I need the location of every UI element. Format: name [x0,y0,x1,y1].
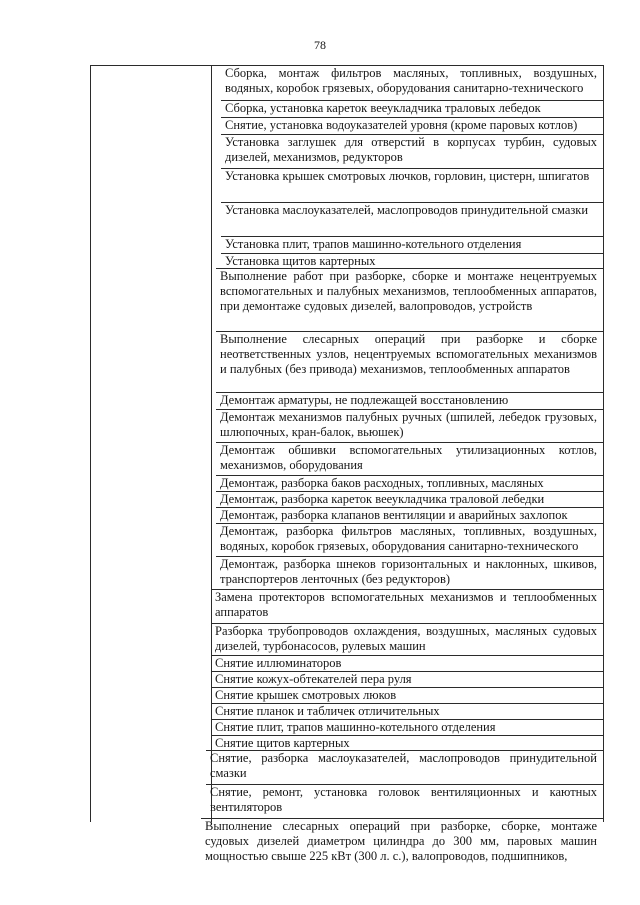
table-row: Снятие щитов картерных [211,735,604,750]
page-number: 78 [314,38,326,52]
table-row: Снятие, установка водоуказателей уровня (кроме паровых котлов) [221,117,604,134]
table-row: Снятие, разборка маслоуказателей, маслопроводов принудительной смазки [206,750,604,784]
table-row: Снятие крышек смотровых люков [211,687,604,703]
table-row: Выполнение слесарных операций при разборке и сборке неответственных узлов, нецентруемых вспомогательных механизмов и палубных (без привода) механизмов, теплообменных аппаратов [216,331,604,392]
table-row: Снятие иллюминаторов [211,655,604,671]
table-row: Демонтаж арматуры, не подлежащей восстановлению [216,392,604,409]
table-row: Установка щитов картерных [221,253,604,268]
table-row: Установка маслоуказателей, маслопроводов принудительной смазки [221,202,604,236]
left-column-cell [90,66,212,822]
table-row: Демонтаж, разборка баков расходных, топливных, масляных [216,475,604,491]
table-row: Замена протекторов вспомогательных механизмов и теплообменных аппаратов [211,589,604,623]
table-row: Снятие планок и табличек отличительных [211,703,604,719]
table-row: Демонтаж, разборка клапанов вентиляции и аварийных захлопок [216,507,604,523]
table-row: Демонтаж, разборка кареток вееукладчика траловой лебедки [216,491,604,507]
table-row: Демонтаж механизмов палубных ручных (шпилей, лебедок грузовых, шлюпочных, кран-балок, вьюшек) [216,409,604,442]
table-row: Сборка, монтаж фильтров масляных, топливных, воздушных, водяных, коробок грязевых, оборудования санитарно-технического [221,66,604,100]
table-row: Демонтаж обшивки вспомогательных утилизационных котлов, механизмов, оборудования [216,442,604,475]
table-row: Сборка, установка кареток вееукладчика траловых лебедок [221,100,604,117]
table-row: Демонтаж, разборка шнеков горизонтальных и наклонных, шкивов, транспортеров ленточных (без редукторов) [216,556,604,589]
table-row: Установка плит, трапов машинно-котельного отделения [221,236,604,253]
table-row: Демонтаж, разборка фильтров масляных, топливных, воздушных, водяных, коробок грязевых, оборудования санитарно-технического [216,523,604,556]
table-row: Снятие кожух-обтекателей пера руля [211,671,604,687]
table-row: Разборка трубопроводов охлаждения, воздушных, масляных судовых дизелей, турбонасосов, рулевых машин [211,623,604,655]
table-row: Выполнение работ при разборке, сборке и монтаже нецентруемых вспомогательных и палубных механизмов, теплообменных аппаратов, при демонтаже судовых дизелей, валопроводов, устройств [216,268,604,331]
table-row: Снятие плит, трапов машинно-котельного отделения [211,719,604,735]
table-row: Установка заглушек для отверстий в корпусах турбин, судовых дизелей, механизмов, редукторов [221,134,604,168]
table-row: Снятие, ремонт, установка головок вентиляционных и каютных вентиляторов [206,784,604,818]
work-table [90,65,604,863]
table-row: Выполнение слесарных операций при разборке, сборке, монтаже судовых дизелей диаметром цилиндра до 300 мм, паровых машин мощностью свыше 225 кВт (300 л. с.), валопроводов, подшипников, [201,818,604,822]
table-row: Установка крышек смотровых лючков, горловин, цистерн, шпигатов [221,168,604,202]
